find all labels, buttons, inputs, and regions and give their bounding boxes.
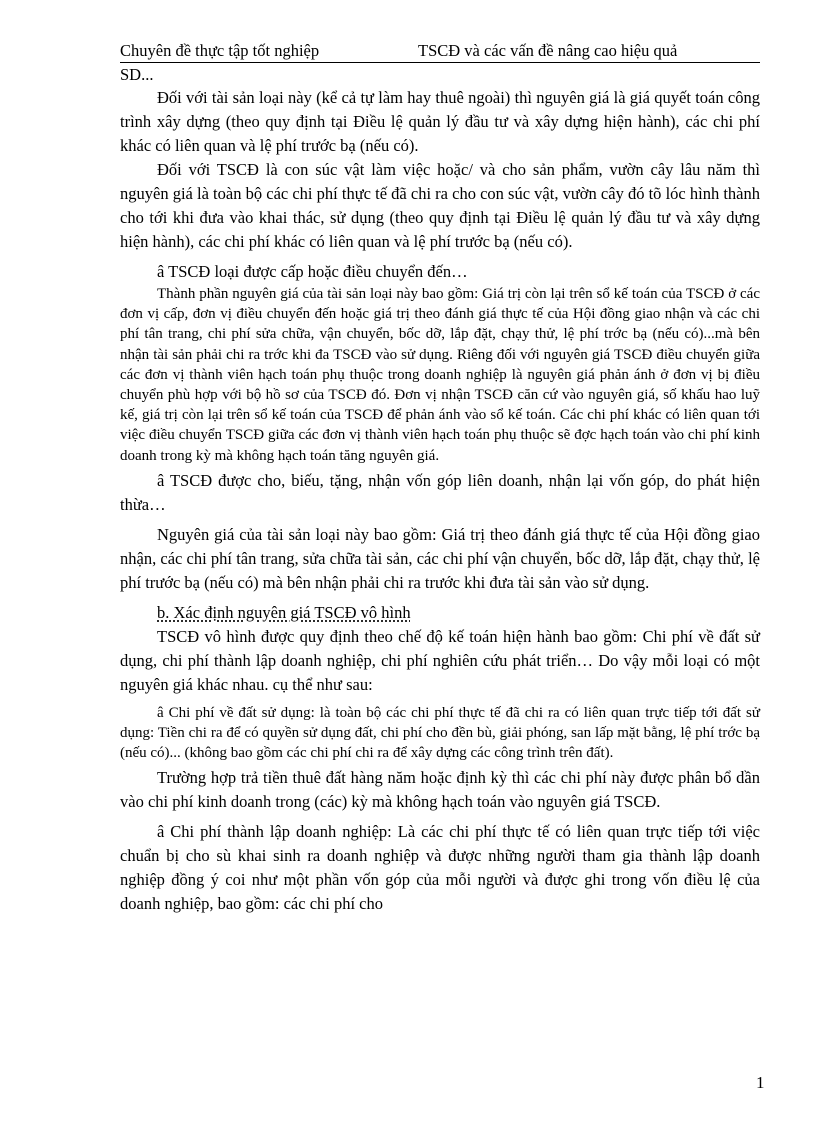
- paragraph-donated-cost-components: Nguyên giá của tài sản loại này bao gồm: Giá trị theo đánh giá thực tế của Hội đồng giao nhận, các chi phí tân trang, sửa chữa tài sản, các chi phí vận chuyển, bốc dỡ, lắp đặt, chạy thử, lệ phí trước bạ (nếu có) mà bên nhận phải chi ra trước khi đưa tài sản vào sử dụng.: [120, 524, 760, 592]
- bullet-donated-contributed: â TSCĐ được cho, biếu, tặng, nhận vốn góp liên doanh, nhận lại vốn góp, do phát hiện thừa…: [120, 470, 760, 514]
- page-number: 1: [756, 1073, 765, 1092]
- paragraph-self-built-assets: Đối với tài sản loại này (kể cả tự làm hay thuê ngoài) thì nguyên giá là giá quyết toán công trình xây dựng (theo quy định tại Điều lệ quản lý đầu tư và xây dựng hiện hành), các chi phí khác có liên quan và lệ phí trước bạ (nếu có).: [120, 88, 760, 155]
- section-heading-intangible: [120, 601, 760, 625]
- running-header: [120, 40, 760, 63]
- paragraph-livestock-perennial: Đối với TSCĐ là con súc vật làm việc hoặc/ và cho sản phẩm, vườn cây lâu năm thì nguyên giá là toàn bộ các chi phí thực tế đã chi ra cho con súc vật, vườn cây đó tõ lóc hình thành cho tới khi đưa vào khai thác, sử dụng (theo quy định tại Điều lệ quản lý đầu tư và xây dựng hiện hành), các chi phí khác có liên quan và lệ phí trước bạ (nếu có).: [120, 160, 760, 251]
- paragraph-intangible-definition: TSCĐ vô hình được quy định theo chế độ kế toán hiện hành bao gồm: Chi phí về đất sử dụng, chi phí thành lập doanh nghiệp, chi phí nghiên cứu phát triển… Do vậy mỗi loại có một nguyên giá khác nhau. cụ thể như sau:: [120, 626, 760, 694]
- document-body: [120, 86, 760, 916]
- paragraph-land-rent: Trường hợp trả tiền thuê đất hàng năm hoặc định kỳ thì các chi phí này được phân bổ dần vào chi phí kinh doanh trong (các) kỳ mà không hạch toán vào nguyên giá TSCĐ.: [120, 768, 760, 812]
- bullet-allocated-transferred: â TSCĐ loại được cấp hoặc điều chuyển đến…: [157, 262, 468, 281]
- bullet-land-use-costs: â Chi phí về đất sử dụng: là toàn bộ các chi phí thực tế đã chi ra có liên quan trực tiếp tới đất sử dụng: Tiền chi ra để có quyền sử dụng đất, chi phí cho đền bù, giải phóng, san lấp mặt bằng, lệ phí trớc bạ (nếu có)... (không bao gồm các chi phí chi ra để xây dựng các công trình trên đất).: [120, 704, 760, 762]
- header-right-title: TSCĐ và các vấn đề nâng cao hiệu quả: [418, 41, 678, 60]
- paragraph-transfer-cost-components: Thành phần nguyên giá của tài sản loại này bao gồm: Giá trị còn lại trên sổ kế toán của TSCĐ ở các đơn vị cấp, đơn vị điều chuyển đến hoặc giá trị theo đánh giá thực tế của Hội đồng giao nhận và các chi phí tân trang, chi phí sửa chữa, vận chuyển, bốc dỡ, lắp đặt, chạy thử, lệ phí trớc bạ (nếu có)...mà bên nhận tài sản phải chi ra trớc khi đa TSCĐ vào sử dụng. Riêng đối với nguyên giá TSCĐ điều chuyển giữa các đơn vị thành viên hạch toán phụ thuộc trong doanh nghiệp là nguyên giá phản ánh ở đơn vị bị điều chuyển phù hợp với bộ hồ sơ của TSCĐ đó. Đơn vị nhận TSCĐ căn cứ vào nguyên giá, số khấu hao luỹ kế, giá trị còn lại trên sổ kế toán của TSCĐ để phản ánh vào sổ kế toán. Các chi phí khác có liên quan tới việc điều chuyển TSCĐ giữa các đơn vị thành viên hạch toán phụ thuộc sẽ đợc hạch toán vào chi phí kinh doanh trong kỳ mà không hạch toán tăng nguyên giá.: [120, 286, 760, 464]
- section-heading-text: b. Xác định nguyên giá TSCĐ vô hình: [157, 602, 411, 622]
- bullet-establishment-costs: â Chi phí thành lập doanh nghiệp: Là các chi phí thực tế có liên quan trực tiếp tới việc chuẩn bị cho sù khai sinh ra doanh nghiệp và được những người tham gia thành lập doanh nghiệp đồng ý coi như một phần vốn góp của mỗi người và được ghi trong vốn điều lệ của doanh nghiệp, bao gồm: các chi phí cho: [120, 822, 760, 914]
- header-left-title: Chuyên đề thực tập tốt nghiệp: [120, 41, 320, 60]
- header-continuation: SD...: [120, 65, 154, 84]
